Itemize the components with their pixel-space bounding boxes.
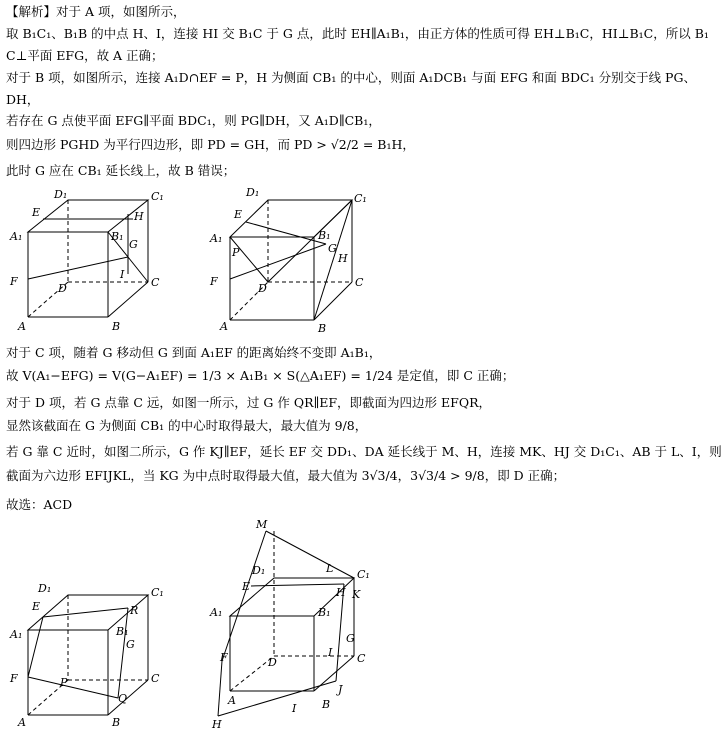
text-line-2: 取 B₁C₁、B₁B 的中点 H、I，连接 HI 交 B₁C 于 G 点，此时 EH∥A₁B₁，由正方体的性质可得 EH⊥B₁C，HI⊥B₁C，所以 B₁ — [6, 26, 709, 41]
svg-text:C: C — [151, 672, 160, 685]
svg-text:A₁: A₁ — [210, 232, 223, 245]
svg-text:B: B — [318, 322, 327, 335]
svg-text:A: A — [220, 320, 228, 333]
text-line-14: 截面为六边形 EFIJKL，当 KG 为中点时取得最大值，最大值为 3√3/4，3√3/4 > 9/8，即 D 正确； — [6, 468, 566, 483]
svg-text:M: M — [256, 518, 268, 531]
svg-text:C: C — [357, 652, 366, 665]
svg-text:I: I — [120, 268, 125, 281]
text-line-11: 对于 D 项，若 G 点靠 C 远，如图一所示，过 G 作 QR∥EF，即截面为四边形 EFQR， — [6, 395, 491, 410]
svg-text:R: R — [130, 604, 139, 617]
cube-figure-4 — [206, 516, 386, 731]
svg-text:P: P — [232, 246, 240, 259]
svg-text:B₁: B₁ — [318, 229, 331, 242]
svg-text:B₁: B₁ — [318, 606, 331, 619]
svg-text:P: P — [60, 676, 68, 689]
svg-text:D₁: D₁ — [252, 564, 266, 577]
text-line-7: 则四边形 PGHD 为平行四边形，即 PD = GH，而 PD > √2/2 = B₁H， — [6, 137, 415, 152]
svg-text:F: F — [10, 672, 18, 685]
svg-text:H: H — [212, 718, 222, 731]
svg-text:E: E — [32, 206, 41, 219]
cube-figure-1 — [8, 182, 178, 332]
text-line-3: C⊥平面 EFG，故 A 正确； — [6, 48, 164, 63]
text-line-10: 故 V(A₁−EFG) = V(G−A₁EF) = 1/3 × A₁B₁ × S(△A₁EF) = 1/24 是定值，即 C 正确； — [6, 368, 515, 383]
svg-text:B: B — [112, 320, 121, 333]
svg-text:B: B — [112, 716, 121, 729]
svg-text:A₁: A₁ — [210, 606, 223, 619]
svg-text:F: F — [220, 651, 228, 664]
svg-text:G: G — [328, 242, 337, 255]
text-line-6: 若存在 G 点使平面 EFG∥平面 BDC₁，则 PG∥DH，又 A₁D∥CB₁， — [6, 113, 381, 128]
svg-text:E: E — [242, 580, 251, 593]
cube-figure-2 — [206, 182, 376, 335]
svg-text:L: L — [326, 562, 334, 575]
text-line-12: 显然该截面在 G 为侧面 CB₁ 的中心时取得最大，最大值为 9/8， — [6, 418, 368, 433]
svg-text:B: B — [322, 698, 331, 711]
svg-text:G: G — [346, 632, 355, 645]
text-line-9: 对于 C 项，随着 G 移动但 G 到面 A₁EF 的距离始终不变即 A₁B₁， — [6, 345, 382, 360]
svg-text:G: G — [126, 638, 135, 651]
svg-text:A₁: A₁ — [10, 628, 23, 641]
svg-text:H: H — [336, 586, 346, 599]
text-line-1: 【解析】对于 A 项，如图所示， — [6, 4, 186, 19]
svg-text:C₁: C₁ — [151, 190, 164, 203]
svg-text:B₁: B₁ — [111, 230, 124, 243]
svg-text:E: E — [32, 600, 41, 613]
svg-text:B₁: B₁ — [116, 625, 129, 638]
cube-figure-3 — [8, 580, 178, 730]
text-line-8: 此时 G 应在 CB₁ 延长线上，故 B 错误； — [6, 163, 236, 178]
svg-text:D: D — [268, 656, 277, 669]
svg-text:D₁: D₁ — [38, 582, 52, 595]
svg-text:A: A — [18, 320, 26, 333]
svg-text:G: G — [129, 238, 138, 251]
svg-text:D₁: D₁ — [246, 186, 260, 199]
svg-text:C₁: C₁ — [151, 586, 164, 599]
svg-text:C: C — [151, 276, 160, 289]
text-line-15: 故选：ACD — [6, 497, 73, 512]
svg-text:I: I — [328, 646, 333, 659]
svg-text:D: D — [58, 282, 67, 295]
svg-text:F: F — [10, 275, 18, 288]
svg-text:F: F — [210, 275, 218, 288]
svg-text:A: A — [228, 694, 236, 707]
svg-text:J: J — [338, 683, 343, 696]
text-line-5: DH， — [6, 92, 40, 107]
svg-text:C₁: C₁ — [354, 192, 367, 205]
svg-text:E: E — [234, 208, 243, 221]
svg-text:K: K — [352, 588, 361, 601]
svg-text:D: D — [258, 282, 267, 295]
svg-text:D₁: D₁ — [54, 188, 68, 201]
text-line-4: 对于 B 项，如图所示，连接 A₁D∩EF = P，H 为侧面 CB₁ 的中心，则面 A₁DCB₁ 与面 EFG 和面 BDC₁ 分别交于线 PG、 — [6, 70, 696, 85]
svg-text:C: C — [355, 276, 364, 289]
svg-text:I: I — [292, 702, 297, 715]
svg-text:H: H — [338, 252, 348, 265]
svg-text:A₁: A₁ — [10, 230, 23, 243]
svg-text:C₁: C₁ — [357, 568, 370, 581]
svg-text:Q: Q — [118, 692, 128, 705]
svg-text:A: A — [18, 716, 26, 729]
svg-text:H: H — [134, 210, 144, 223]
text-line-13: 若 G 靠 C 近时，如图二所示，G 作 KJ∥EF，延长 EF 交 DD₁、DA 延长线于 M、H，连接 MK、HJ 交 D₁C₁、AB 于 L、I，则 — [6, 444, 722, 459]
